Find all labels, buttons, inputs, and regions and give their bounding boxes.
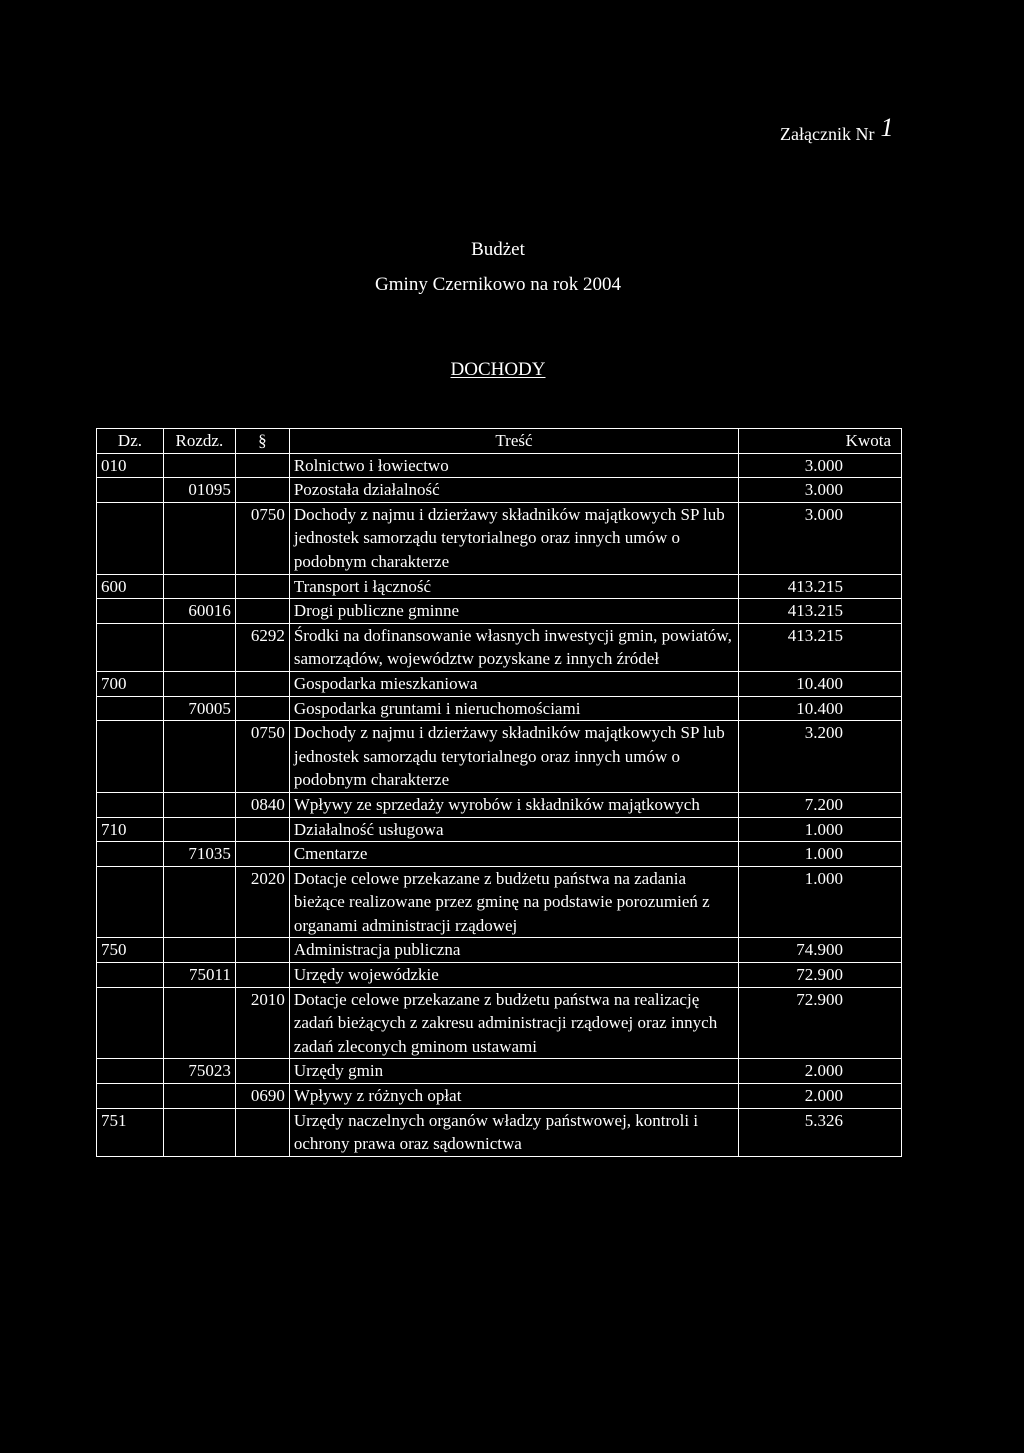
cell-kwota: 3.000 [739,478,902,503]
document-title: Budżet [471,239,525,260]
cell-tresc: Transport i łączność [289,574,738,599]
cell-tresc: Urzędy gmin [289,1059,738,1084]
cell-paragraf [235,842,289,867]
table-row [97,817,902,842]
cell-dz: 751 [97,1108,164,1156]
cell-rozdz: 01095 [163,478,235,503]
cell-kwota: 10.400 [739,696,902,721]
cell-dz [97,987,164,1059]
cell-dz: 710 [97,817,164,842]
cell-tresc: Administracja publiczna [289,938,738,963]
table-row [97,1084,902,1109]
cell-dz [97,696,164,721]
cell-dz [97,792,164,817]
cell-kwota: 2.000 [739,1059,902,1084]
table-row [97,696,902,721]
cell-paragraf [235,696,289,721]
table-header-row [97,429,902,454]
cell-paragraf: 0750 [235,502,289,574]
cell-rozdz [163,721,235,793]
table-row [97,938,902,963]
cell-kwota: 10.400 [739,671,902,696]
cell-paragraf [235,671,289,696]
cell-kwota: 72.900 [739,987,902,1059]
cell-rozdz [163,817,235,842]
cell-dz: 750 [97,938,164,963]
cell-tresc: Gospodarka gruntami i nieruchomościami [289,696,738,721]
attachment-label [780,113,894,147]
cell-dz [97,721,164,793]
header-kwota: Kwota [739,429,902,454]
cell-kwota: 413.215 [739,599,902,624]
cell-kwota: 413.215 [739,623,902,671]
cell-tresc: Pozostała działalność [289,478,738,503]
cell-rozdz [163,987,235,1059]
cell-rozdz [163,623,235,671]
cell-rozdz [163,1108,235,1156]
cell-kwota: 5.326 [739,1108,902,1156]
cell-tresc: Drogi publiczne gminne [289,599,738,624]
budget-table [96,428,902,1157]
table-row [97,453,902,478]
cell-kwota: 3.000 [739,453,902,478]
cell-tresc: Wpływy ze sprzedaży wyrobów i składników majątkowych [289,792,738,817]
cell-paragraf: 2010 [235,987,289,1059]
cell-tresc: Środki na dofinansowanie własnych inwestycji gmin, powiatów, samorządów, województw pozyskane z innych źródeł [289,623,738,671]
cell-paragraf [235,599,289,624]
table-row [97,987,902,1059]
cell-paragraf [235,453,289,478]
attachment-text: Załącznik Nr [780,124,875,144]
cell-paragraf: 0840 [235,792,289,817]
cell-rozdz [163,574,235,599]
cell-kwota: 7.200 [739,792,902,817]
cell-kwota: 1.000 [739,817,902,842]
cell-dz [97,623,164,671]
cell-tresc: Urzędy wojewódzkie [289,963,738,988]
cell-rozdz: 70005 [163,696,235,721]
cell-tresc: Gospodarka mieszkaniowa [289,671,738,696]
cell-tresc: Urzędy naczelnych organów władzy państwowej, kontroli i ochrony prawa oraz sądownictwa [289,1108,738,1156]
cell-tresc: Cmentarze [289,842,738,867]
cell-dz [97,1084,164,1109]
table-row [97,1108,902,1156]
table-row [97,866,902,938]
cell-rozdz [163,671,235,696]
attachment-number: 1 [880,113,894,142]
cell-rozdz [163,453,235,478]
cell-dz [97,866,164,938]
cell-paragraf [235,1059,289,1084]
header-tresc: Treść [289,429,738,454]
cell-kwota: 1.000 [739,866,902,938]
cell-rozdz [163,866,235,938]
cell-paragraf: 0750 [235,721,289,793]
cell-rozdz: 75011 [163,963,235,988]
cell-kwota: 3.200 [739,721,902,793]
cell-rozdz: 75023 [163,1059,235,1084]
table-row [97,574,902,599]
table-row [97,671,902,696]
cell-kwota: 413.215 [739,574,902,599]
cell-paragraf [235,817,289,842]
cell-dz: 700 [97,671,164,696]
cell-kwota: 72.900 [739,963,902,988]
cell-tresc: Dotacje celowe przekazane z budżetu państwa na realizację zadań bieżących z zakresu administracji rządowej oraz innych zadań zleconych gminom ustawami [289,987,738,1059]
cell-tresc: Wpływy z różnych opłat [289,1084,738,1109]
header-rozdz: Rozdz. [163,429,235,454]
table-row [97,963,902,988]
cell-rozdz [163,502,235,574]
cell-tresc: Rolnictwo i łowiectwo [289,453,738,478]
cell-rozdz [163,938,235,963]
cell-rozdz: 60016 [163,599,235,624]
cell-dz [97,842,164,867]
cell-paragraf: 6292 [235,623,289,671]
cell-paragraf: 0690 [235,1084,289,1109]
cell-dz [97,478,164,503]
cell-paragraf [235,1108,289,1156]
cell-dz [97,1059,164,1084]
table-row [97,623,902,671]
table-row [97,721,902,793]
cell-rozdz [163,1084,235,1109]
cell-paragraf: 2020 [235,866,289,938]
cell-tresc: Działalność usługowa [289,817,738,842]
header-dz: Dz. [97,429,164,454]
cell-tresc: Dotacje celowe przekazane z budżetu państwa na zadania bieżące realizowane przez gminę na podstawie porozumień z organami administracji rządowej [289,866,738,938]
table-row [97,842,902,867]
cell-kwota: 1.000 [739,842,902,867]
cell-paragraf [235,478,289,503]
table-row [97,599,902,624]
header-paragraf: § [235,429,289,454]
cell-tresc: Dochody z najmu i dzierżawy składników majątkowych SP lub jednostek samorządu terytorialnego oraz innych umów o podobnym charakterze [289,721,738,793]
section-heading: DOCHODY [450,359,546,380]
cell-rozdz: 71035 [163,842,235,867]
cell-dz: 600 [97,574,164,599]
cell-dz [97,599,164,624]
cell-tresc: Dochody z najmu i dzierżawy składników majątkowych SP lub jednostek samorządu terytorialnego oraz innych umów o podobnym charakterze [289,502,738,574]
document-subtitle: Gminy Czernikowo na rok 2004 [375,274,621,295]
table-row [97,502,902,574]
cell-paragraf [235,574,289,599]
cell-dz: 010 [97,453,164,478]
table-row [97,1059,902,1084]
cell-rozdz [163,792,235,817]
table-row [97,478,902,503]
table-row [97,792,902,817]
cell-kwota: 3.000 [739,502,902,574]
cell-paragraf [235,938,289,963]
cell-kwota: 2.000 [739,1084,902,1109]
cell-dz [97,502,164,574]
cell-paragraf [235,963,289,988]
cell-kwota: 74.900 [739,938,902,963]
cell-dz [97,963,164,988]
